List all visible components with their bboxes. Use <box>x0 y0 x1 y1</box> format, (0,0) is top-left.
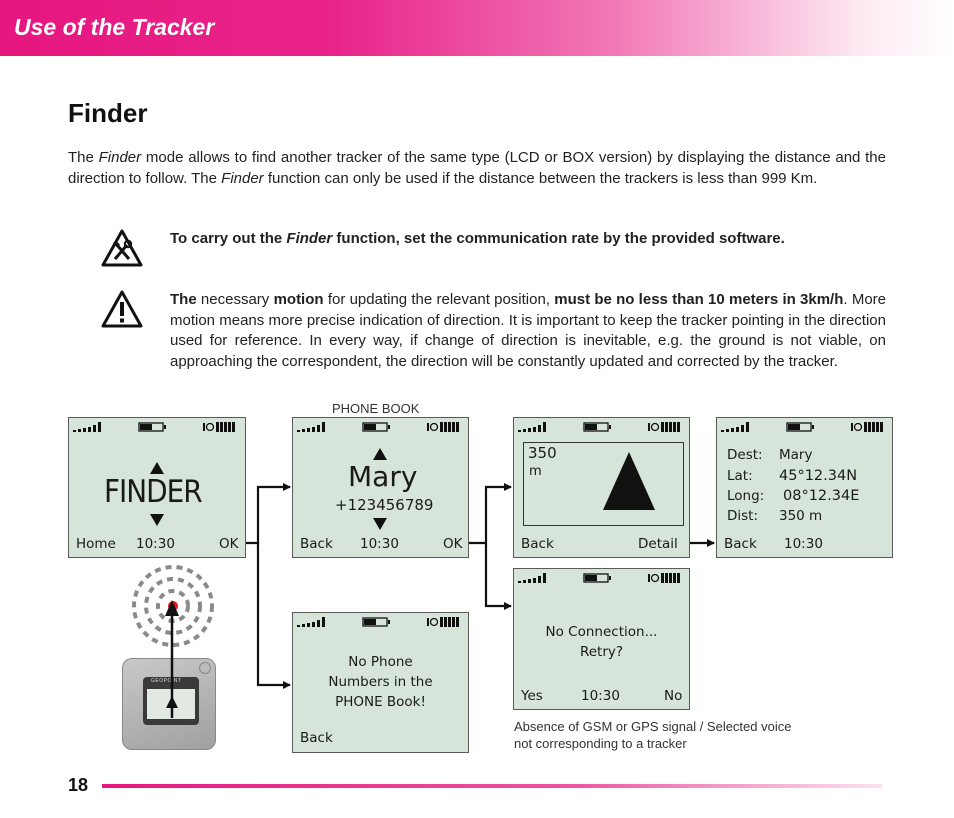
distance-unit: m <box>529 464 542 479</box>
page-number: 18 <box>68 775 89 795</box>
softkey-back[interactable]: Back <box>521 536 554 552</box>
lat-label: Lat: <box>727 468 753 484</box>
contact-name: Mary <box>348 460 418 493</box>
softkey-back[interactable]: Back <box>724 536 757 552</box>
absence-caption: Absence of GSM or GPS signal / Selected voice not corresponding to a tracker <box>514 719 792 751</box>
note-motion: The necessary motion for updating the relevant position, must be no less than 10 meters in 3km/h. More motion means more precise indication of direction. It is important to keep the tracker pointing in the direction used for reference. In every way, if change of direction is inevitable, e.g. the ground is not viable, on approaching the correspondent, the direction will be constantly updated and corrected by the tracker. <box>170 291 887 370</box>
device-button <box>199 662 211 674</box>
clock: 10:30 <box>581 688 620 704</box>
no-phone-line2: Numbers in the <box>328 674 433 690</box>
long-label: Long: <box>727 488 765 504</box>
header-title: Use of the Tracker <box>14 14 215 40</box>
no-phone-line3: PHONE Book! <box>335 694 426 710</box>
softkey-home[interactable]: Home <box>76 536 116 552</box>
note-communication-rate: To carry out the Finder function, set the communication rate by the provided software. <box>170 230 785 247</box>
softkey-detail[interactable]: Detail <box>638 536 678 552</box>
distance-value: 350 <box>528 444 557 462</box>
softkey-ok[interactable]: OK <box>443 536 463 552</box>
contact-number: +123456789 <box>335 496 434 514</box>
softkey-yes[interactable]: Yes <box>521 688 543 704</box>
clock: 10:30 <box>784 536 823 552</box>
dest-value: Mary <box>779 447 813 463</box>
phone-book-caption: PHONE BOOK <box>332 401 420 416</box>
no-connection-text: No Connection... <box>545 624 658 640</box>
section-title: Finder <box>68 98 148 128</box>
dist-value: 350 m <box>779 508 823 524</box>
softkey-ok[interactable]: OK <box>219 536 239 552</box>
retry-text: Retry? <box>579 644 624 660</box>
softkey-no[interactable]: No <box>664 688 683 704</box>
dist-label: Dist: <box>727 508 759 524</box>
dest-label: Dest: <box>727 447 763 463</box>
clock: 10:30 <box>360 536 399 552</box>
no-phone-line1: No Phone <box>348 654 413 670</box>
long-value: 08°12.34E <box>783 488 860 504</box>
lat-value: 45°12.34N <box>779 468 858 484</box>
finder-title: FINDER <box>104 474 202 510</box>
softkey-back[interactable]: Back <box>300 536 333 552</box>
arrow-up-icon <box>160 600 184 718</box>
clock: 10:30 <box>136 536 175 552</box>
intro-paragraph: The Finder mode allows to find another tracker of the same type (LCD or BOX version) by displaying the distance and the direction to follow. The Finder function can only be used if the distance between the trackers is less than 999 Km. <box>68 149 886 187</box>
footer-line <box>102 784 882 788</box>
softkey-back[interactable]: Back <box>300 730 333 746</box>
device-brand: GEOPOINT <box>151 678 182 684</box>
